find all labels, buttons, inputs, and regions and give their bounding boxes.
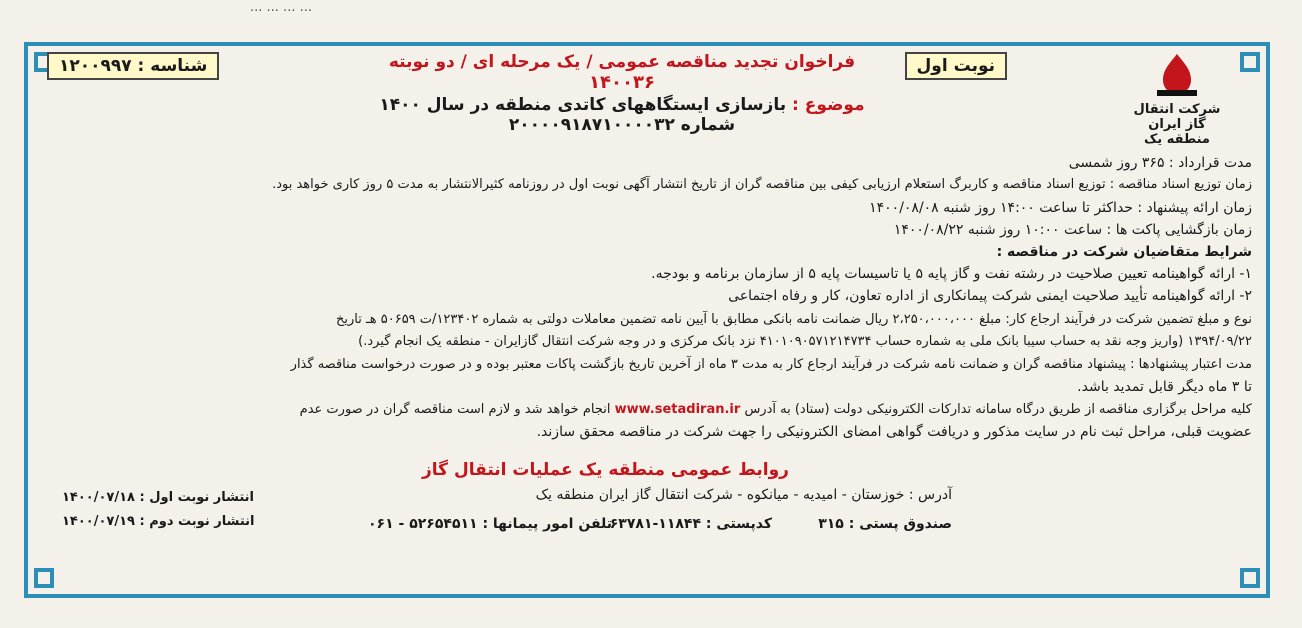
setad-text-b: انجام خواهد شد و لازم است مناقصه گران در صورت عدم: [299, 402, 611, 417]
subject-label: موضوع :: [792, 95, 865, 115]
setad-line-1: [300, 402, 1252, 417]
duration-line: مدت قرارداد : ۳۶۵ روز شمسی: [1068, 155, 1252, 171]
company-name: شرکت انتقال گاز ایران: [1133, 102, 1221, 132]
condition-2: ۲- ارائه گواهینامه تأیید صلاحیت ایمنی شرکت پیمانکاری از اداره تعاون، کار و رفاه اجتماعی: [728, 288, 1252, 304]
postal-code: کدپستی : ۱۱۸۴۴-۶۳۷۸۱: [609, 516, 772, 532]
contract-number: شماره ۲۰۰۰۰۹۱۸۷۱۰۰۰۰۳۲: [508, 115, 736, 135]
top-text-strip: ... ... ... ...: [250, 0, 312, 15]
address-line: آدرس : خوزستان - امیدیه - میانکوه - شرکت انتقال گاز ایران منطقه یک: [535, 487, 952, 503]
gas-flame-logo-icon: [1147, 50, 1207, 98]
conditions-title: شرایط متقاضیان شرکت در مناقصه :: [996, 244, 1252, 260]
subject-text: بازسازی ایستگاههای کاتدی منطقه در سال ۱۴۰۰: [379, 95, 787, 115]
setad-line-2: عضویت قبلی، مراحل ثبت نام در سایت مذکور و دریافت گواهی امضای الکترونیکی را جهت شرکت در مناقصه محقق سازند.: [536, 424, 1252, 440]
turn-label: نوبت اول: [905, 52, 1007, 80]
validity-line-2: تا ۳ ماه دیگر قابل تمدید باشد.: [1077, 379, 1252, 395]
company-logo-block: [1122, 50, 1232, 147]
offer-time-line: زمان ارائه پیشنهاد : حداکثر تا ساعت ۱۴:۰۰ روز شنبه ۱۴۰۰/۰۸/۰۸: [869, 200, 1252, 216]
setad-url-link[interactable]: www.setadiran.ir: [614, 402, 741, 417]
publish-date-1: انتشار نوبت اول : ۱۴۰۰/۰۷/۱۸: [62, 490, 255, 505]
publish-date-2: انتشار نوبت دوم : ۱۴۰۰/۰۷/۱۹: [62, 514, 255, 529]
po-box: صندوق پستی : ۳۱۵: [818, 516, 952, 532]
guarantee-line-1: نوع و مبلغ تضمین شرکت در فرآیند ارجاع کار: مبلغ ۲،۲۵۰،۰۰۰،۰۰۰ ریال ضمانت نامه بانکی مطابق با آیین نامه تضمین معاملات دولتی به شماره ۱۲۳۴۰۲/ت ۵۰۶۵۹ هـ تاریخ: [335, 312, 1252, 327]
opening-time-line: زمان بازگشایی پاکت ها : ساعت ۱۰:۰۰ روز شنبه ۱۴۰۰/۰۸/۲۲: [893, 222, 1252, 238]
tender-content: [42, 50, 1252, 595]
guarantee-line-2: ۱۳۹۴/۰۹/۲۲ (واریز وجه نقد به حساب سیبا بانک ملی به شماره حساب ۴۱۰۱۰۹۰۵۷۱۲۱۴۷۳۴ نزد بانک مرکزی و در وجه شرکت انتقال گازایران - منطقه یک انجام گیرد.): [358, 334, 1252, 349]
condition-1: ۱- ارائه گواهینامه تعیین صلاحیت در رشته نفت و گاز پایه ۵ یا تاسیسات پایه ۵ از سازمان برنامه و بودجه.: [651, 266, 1252, 282]
validity-line-1: مدت اعتبار پیشنهادها : پیشنهاد مناقصه گران و ضمانت نامه شرکت در فرآیند ارجاع کار به مدت ۳ ماه از آخرین تاریخ بازگشت پاکات معتبر بوده و در صورت درخواست مناقصه گذار: [290, 357, 1252, 372]
tender-number: ۱۴۰۰۳۶: [589, 72, 655, 93]
pr-title: روابط عمومی منطقه یک عملیات انتقال گاز: [422, 460, 789, 480]
company-region: منطقه یک: [1144, 132, 1210, 147]
tender-title-block: [342, 52, 902, 135]
phone-line: تلفن امور پیمانها : ۵۲۶۵۴۵۱۱ - ۰۶۱: [368, 516, 612, 532]
setad-text-a: کلیه مراحل برگزاری مناقصه از طریق درگاه سامانه تدارکات الکترونیکی دولت (ستاد) به آدرس: [744, 402, 1252, 417]
subject-line: [342, 95, 902, 115]
tender-title: فراخوان تجدید مناقصه عمومی / یک مرحله ای / دو نوبته: [388, 52, 856, 72]
code-label: شناسه : ۱۲۰۰۹۹۷: [47, 52, 219, 80]
distribution-line: زمان توزیع اسناد مناقصه : توزیع اسناد مناقصه و کاربرگ استعلام ارزیابی کیفی بین مناقصه گران از تاریخ انتشار آگهی نوبت اول در روزنامه کثیرالانتشار به مدت ۵ روز کاری خواهد بود.: [272, 177, 1252, 192]
